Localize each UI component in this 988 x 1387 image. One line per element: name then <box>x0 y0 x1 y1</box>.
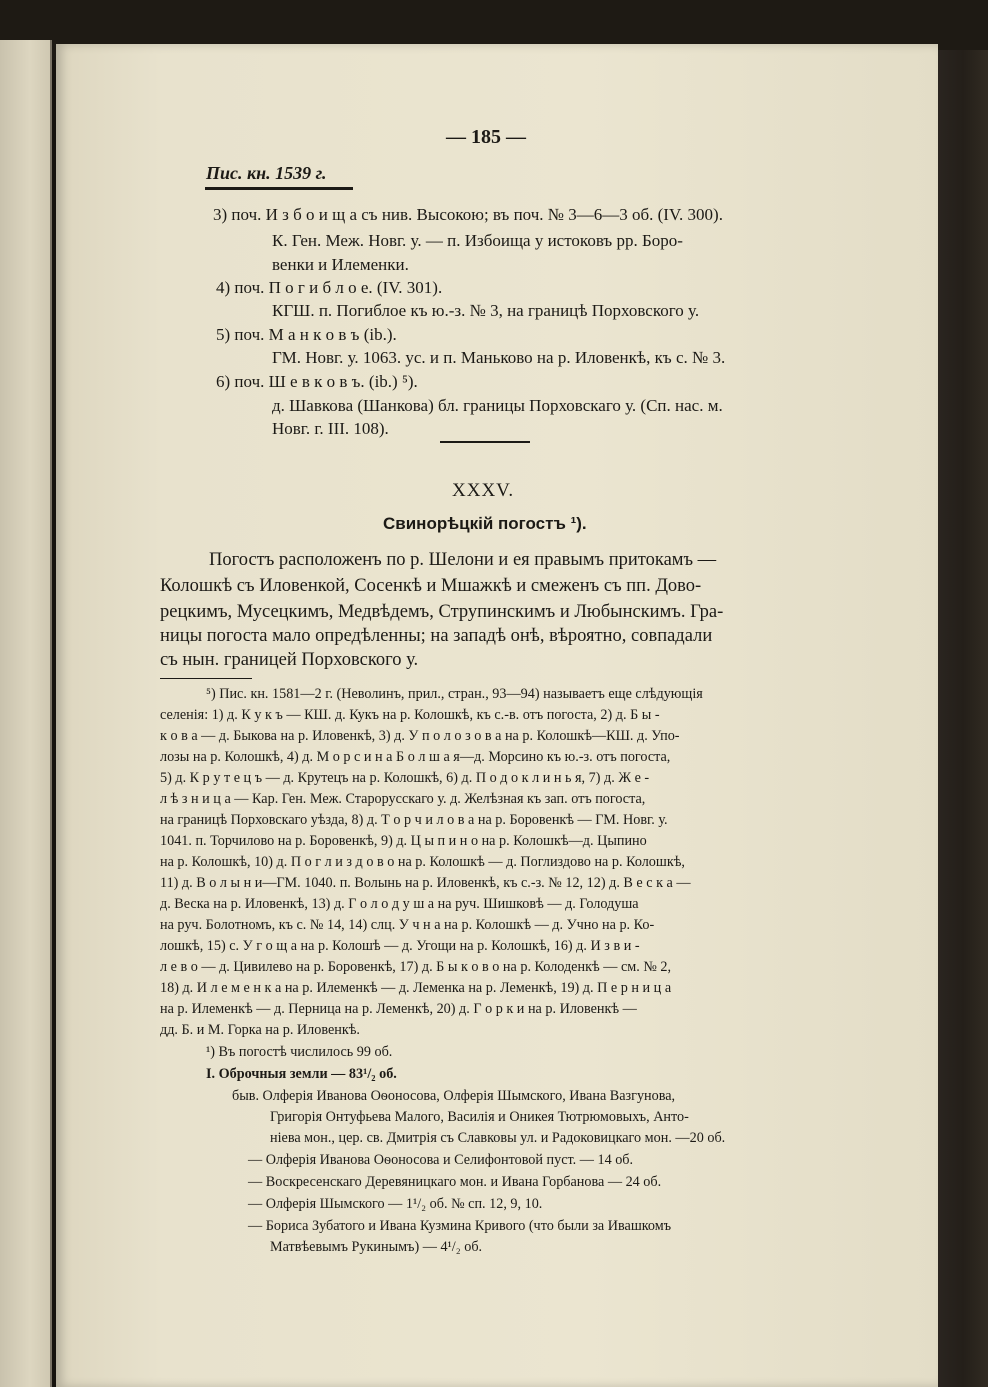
footnote-line: Григорія Онтуфьева Малого, Василія и Оникея Тютрюмовыхъ, Анто- <box>270 1109 689 1125</box>
body-line: ницы погоста мало опредѣленны; на западѣ онѣ, вѣроятно, совпадали <box>160 626 713 646</box>
footnote-line: ніева мон., цер. св. Дмитрія съ Славковы ул. и Радоковицкаго мон. —20 об. <box>270 1130 726 1146</box>
footnote-line: на р. Илеменкѣ — д. Перница на р. Леменкѣ, 20) д. Г о р к и на р. Иловенкѣ — <box>160 1001 637 1017</box>
footnote-line: 5) д. К р у т е ц ъ — д. Крутецъ на р. Колошкѣ, 6) д. П о д о к л и н ь я, 7) д. Ж е - <box>160 770 650 786</box>
header-underline <box>205 187 353 190</box>
footnote-line: лошкѣ, 15) с. У г о щ а на р. Колошѣ — д. Угощи на р. Колошкѣ, 16) д. И з в и - <box>160 938 640 954</box>
footnote-line: на р. Колошкѣ, 10) д. П о г л и з д о в о на р. Колошкѣ — д. Поглиздово на р. Колошкѣ, <box>160 854 685 870</box>
footnote-line: дд. Б. и М. Горка на р. Иловенкѣ. <box>160 1022 360 1038</box>
body-line: Колошкѣ съ Иловенкой, Сосенкѣ и Мшажкѣ и смеженъ съ пп. Дово- <box>160 576 702 596</box>
footnote-line: быв. Олферія Иванова Оѳоносова, Олферія Шымского, Ивана Вазгунова, <box>232 1088 676 1104</box>
footnote-line: 18) д. И л е м е н к а на р. Илеменкѣ — д. Леменка на р. Леменкѣ, 19) д. П е р н и ц а <box>160 980 672 996</box>
footnote-line: — Бориса Зубатого и Ивана Кузмина Кривого (что были за Ивашкомъ <box>248 1218 672 1234</box>
entry-line: 3) поч. И з б о и щ а съ нив. Высокою; въ поч. № 3—6—3 об. (IV. 300). <box>213 205 723 224</box>
entry-line: 6) поч. Ш е в к о в ъ. (ib.) ⁵). <box>216 372 418 391</box>
entry-line: КГШ. п. Погиблое къ ю.-з. № 3, на границѣ Порховского у. <box>272 301 700 320</box>
body-line: Погостъ расположенъ по р. Шелони и ея правымъ притокамъ — <box>209 550 717 570</box>
book-cover-edge <box>938 50 988 1387</box>
section-number: XXXV. <box>452 480 515 501</box>
footnote-line: 1041. п. Торчилово на р. Боровенкѣ, 9) д. Ц ы п и н о на р. Колошкѣ—д. Цыпино <box>160 833 647 849</box>
footnote-rule <box>160 678 252 679</box>
footnote-line: Матвѣевымъ Рукинымъ) — 4¹/₂ об. <box>270 1239 483 1255</box>
footnote-line: ¹) Въ погостѣ числилось 99 об. <box>206 1044 393 1060</box>
footnote-line: к о в а — д. Быкова на р. Иловенкѣ, 3) д. У п о л о з о в а на р. Колошкѣ—КШ. д. Упо- <box>160 728 680 744</box>
page-number: — 185 — <box>446 126 526 148</box>
section-divider <box>440 441 530 443</box>
footnote-line: на руч. Болотномъ, къ с. № 14, 14) слц. У ч н а на р. Колошкѣ — д. Учно на р. Ко- <box>160 917 655 933</box>
body-line: рецкимъ, Мусецкимъ, Медвѣдемъ, Струпинскимъ и Любынскимъ. Гра- <box>160 602 724 622</box>
header-note: Пис. кн. 1539 г. <box>206 163 327 183</box>
footnote-line: л ѣ з н и ц а — Кар. Ген. Меж. Старорусскаго у. д. Желѣзная къ зап. отъ погоста, <box>160 791 646 807</box>
footnote-line: лозы на р. Колошкѣ, 4) д. М о р с и н а Б о л ш а я—д. Морсино къ ю.-з. отъ погоста, <box>160 749 671 765</box>
entry-line: Новг. г. III. 108). <box>272 419 389 438</box>
entry-line: К. Ген. Меж. Новг. у. — п. Избоища у истоковъ рр. Боро- <box>272 231 683 250</box>
footnote-line: — Воскресенскаго Деревяницкаго мон. и Ивана Горбанова — 24 об. <box>248 1174 662 1190</box>
entry-line: ГМ. Новг. у. 1063. ус. и п. Маньково на р. Иловенкѣ, къ с. № 3. <box>272 348 726 367</box>
footnote-line: I. Оброчныя земли — 83¹/₂ об. <box>206 1066 397 1082</box>
entry-line: 5) поч. М а н к о в ъ (ib.). <box>216 325 397 344</box>
left-page-edge <box>0 40 52 1387</box>
footnote-line: д. Веска на р. Иловенкѣ, 13) д. Г о л о д у ш а на руч. Шишковѣ — д. Голодуша <box>160 896 639 912</box>
footnote-line: селенія: 1) д. К у к ъ — КШ. д. Кукъ на р. Колошкѣ, къ с.-в. отъ погоста, 2) д. Б ы - <box>160 707 660 723</box>
body-line: съ нын. границей Порховского у. <box>160 650 419 670</box>
footnote-line: ⁵) Пис. кн. 1581—2 г. (Неволинъ, прил., стран., 93—94) называетъ еще слѣдующія <box>206 686 703 702</box>
footnote-line: 11) д. В о л ы н и—ГМ. 1040. п. Волынь на р. Иловенкѣ, къ с.-з. № 12, 12) д. В е с к а — <box>160 875 691 891</box>
section-title: Свинорѣцкій погостъ ¹). <box>383 514 587 533</box>
entry-line: венки и Илеменки. <box>272 255 409 274</box>
footnote-line: — Олферія Иванова Оѳоносова и Селифонтовой пуст. — 14 об. <box>248 1152 634 1168</box>
entry-line: д. Шавкова (Шанкова) бл. границы Порховскаго у. (Сп. нас. м. <box>272 396 723 415</box>
footnote-line: л е в о — д. Цивилево на р. Боровенкѣ, 17) д. Б ы к о в о на р. Колоденкѣ — см. № 2, <box>160 959 672 975</box>
entry-line: 4) поч. П о г и б л о е. (IV. 301). <box>216 278 443 297</box>
footnote-line: — Олферія Шымского — 1¹/₂ об. № сп. 12, 9, 10. <box>248 1196 543 1212</box>
footnote-line: на границѣ Порховскаго уѣзда, 8) д. Т о р ч и л о в а на р. Боровенкѣ — ГМ. Новг. у. <box>160 812 668 828</box>
